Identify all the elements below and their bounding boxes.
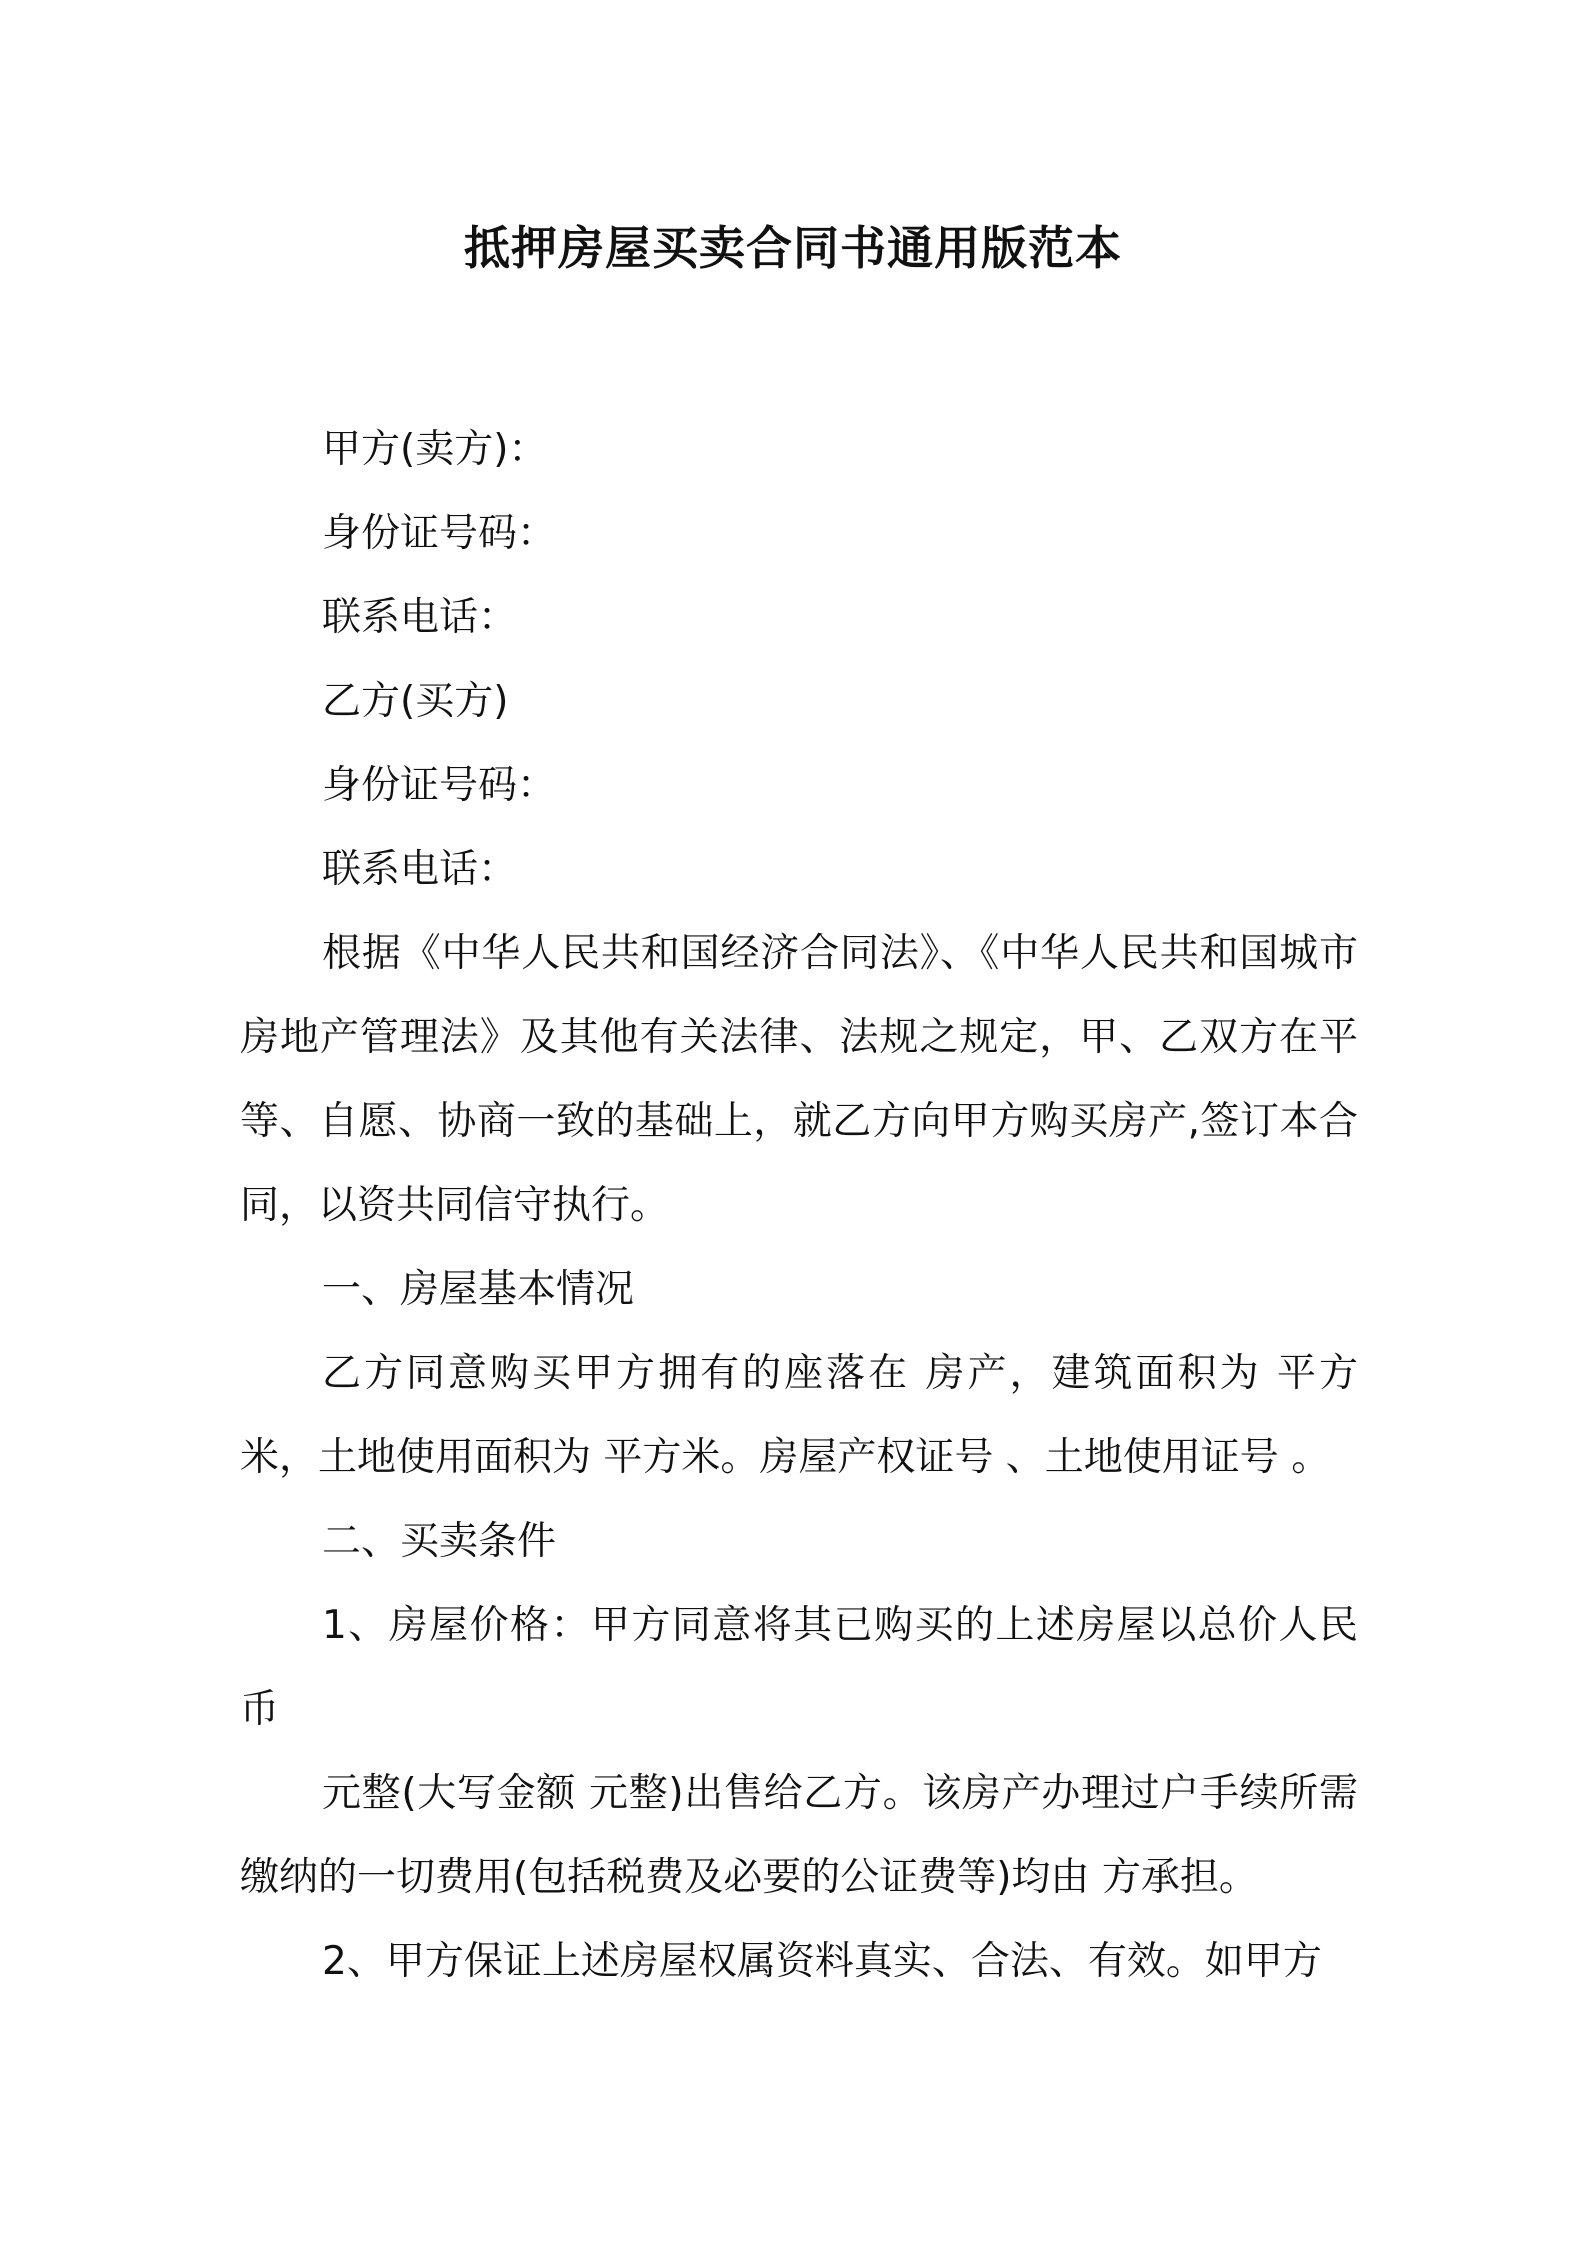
clause1-paragraph: 1、房屋价格：甲方同意将其已购买的上述房屋以总价人民币 <box>240 1603 1358 1732</box>
section1-paragraph: 乙方同意购买甲方拥有的座落在 房产，建筑面积为 平方米，土地使用面积为 平方米。房屋产权证号 、土地使用证号 。 <box>240 1351 1358 1480</box>
party-a-label: 甲方(卖方)： <box>322 427 548 472</box>
party-b-id-label: 身份证号码： <box>322 763 557 808</box>
party-a-phone-label: 联系电话： <box>322 595 518 640</box>
document-title: 抵押房屋买卖合同书通用版范本 <box>464 221 1122 275</box>
section2-heading: 二、买卖条件 <box>322 1519 557 1564</box>
clause2-paragraph: 2、甲方保证上述房屋权属资料真实、合法、有效。如甲方 <box>322 1939 1322 1984</box>
party-a-id-label: 身份证号码： <box>322 511 557 556</box>
party-b-phone-label: 联系电话： <box>322 847 518 892</box>
party-b-label: 乙方(买方) <box>322 679 509 724</box>
clause1-continuation: 元整(大写金额 元整)出售给乙方。该房产办理过户手续所需缴纳的一切费用(包括税费及必要的公证费等)均由 方承担。 <box>240 1771 1358 1900</box>
preamble-paragraph: 根据《中华人民共和国经济合同法》、《中华人民共和国城市房地产管理法》及其他有关法律、法规之规定，甲、乙双方在平等、自愿、协商一致的基础上，就乙方向甲方购买房产,签订本合同，以资共同信守执行。 <box>240 931 1358 1228</box>
document-body <box>240 408 1358 2004</box>
section1-heading: 一、房屋基本情况 <box>322 1267 635 1312</box>
